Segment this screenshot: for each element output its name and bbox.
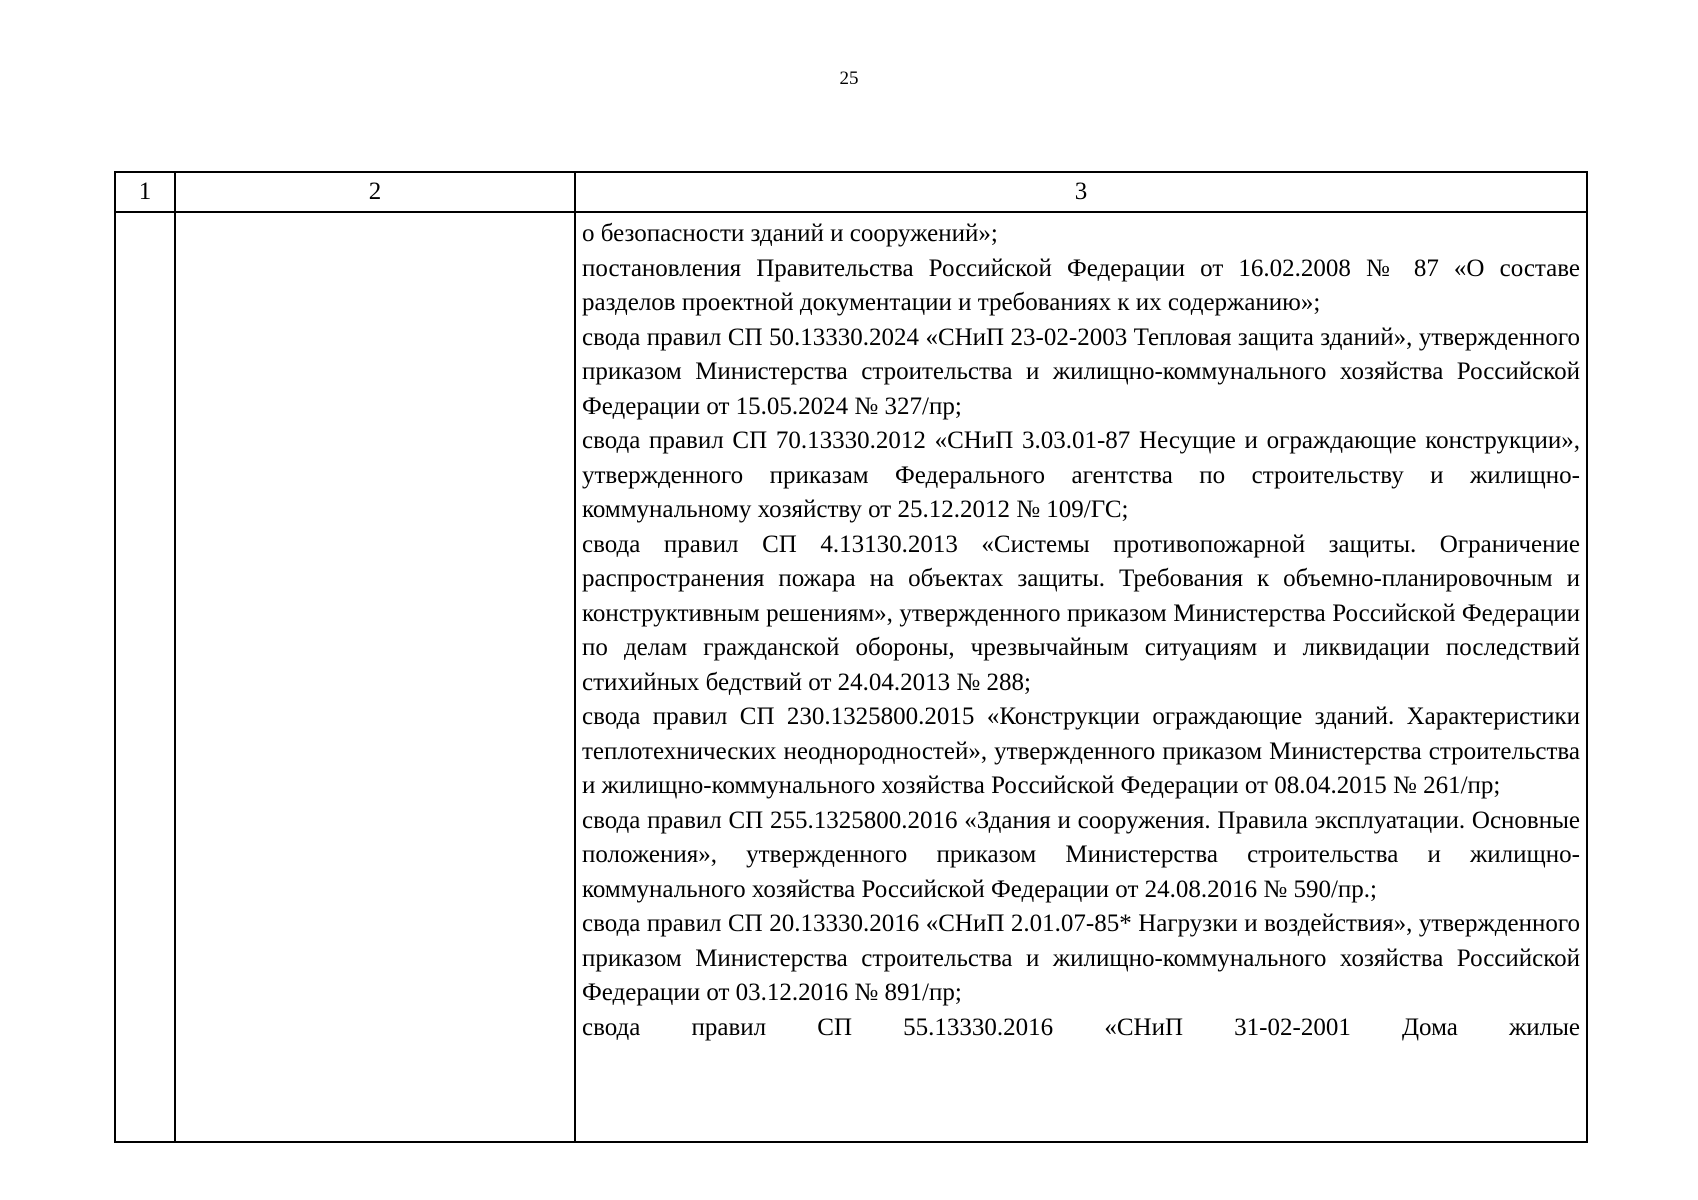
paragraph: свода правил СП 55.13330.2016 «СНиП 31-02-2001 Дома жилые — [582, 1013, 1580, 1041]
table-row — [115, 212, 1587, 1142]
paragraph: постановления Правительства Российской Федерации от 16.02.2008 № 87 «О составе разделов проектной документации и требованиях к их содержанию»; — [582, 254, 1580, 316]
paragraph: о безопасности зданий и сооружений»; — [582, 220, 998, 247]
paragraph: свода правил СП 4.13130.2013 «Системы противопожарной защиты. Ограничение распространения пожара на объектах защиты. Требования к объемно-планировочным и конструктивным решениям», утвержденного приказом Министерства Российской Федерации по делам гражданской обороны, чрезвычайным ситуациям и ликвидации последствий стихийных бедствий от 24.04.2013 № 288; — [582, 530, 1580, 696]
paragraph: свода правил СП 255.1325800.2016 «Здания и сооружения. Правила эксплуатации. Основные положения», утвержденного приказом Министерства строительства и жилищно-коммунального хозяйства Российской Федерации от 24.08.2016 № 590/пр.; — [582, 806, 1580, 903]
document-table — [114, 171, 1588, 1143]
paragraph: свода правил СП 230.1325800.2015 «Конструкции ограждающие зданий. Характеристики теплотехнических неоднородностей», утвержденного приказом Министерства строительства и жилищно-коммунального хозяйства Российской Федерации от 08.04.2015 № 261/пр; — [582, 703, 1580, 799]
page-number: 25 — [839, 68, 859, 89]
table-cell-col3 — [575, 212, 1587, 1142]
column-header-2: 2 — [175, 172, 575, 212]
paragraph: свода правил СП 70.13330.2012 «СНиП 3.03.01-87 Несущие и ограждающие конструкции», утвержденного приказам Федерального агентства по строительству и жилищно-коммунальному хозяйству от 25.12.2012 № 109/ГС; — [582, 427, 1580, 523]
table-cell-col2 — [175, 212, 575, 1142]
column-header-3: 3 — [575, 172, 1587, 212]
paragraph: свода правил СП 20.13330.2016 «СНиП 2.01.07-85* Нагрузки и воздействия», утвержденного приказом Министерства строительства и жилищно-коммунального хозяйства Российской Федерации от 03.12.2016 № 891/пр; — [582, 910, 1580, 1006]
table-cell-col1 — [115, 212, 175, 1142]
table-header-row — [115, 172, 1587, 212]
paragraph: свода правил СП 50.13330.2024 «СНиП 23-02-2003 Тепловая защита зданий», утвержденного приказом Министерства строительства и жилищно-коммунального хозяйства Российской Федерации от 15.05.2024 № 327/пр; — [582, 323, 1580, 420]
column-header-1: 1 — [115, 172, 175, 212]
